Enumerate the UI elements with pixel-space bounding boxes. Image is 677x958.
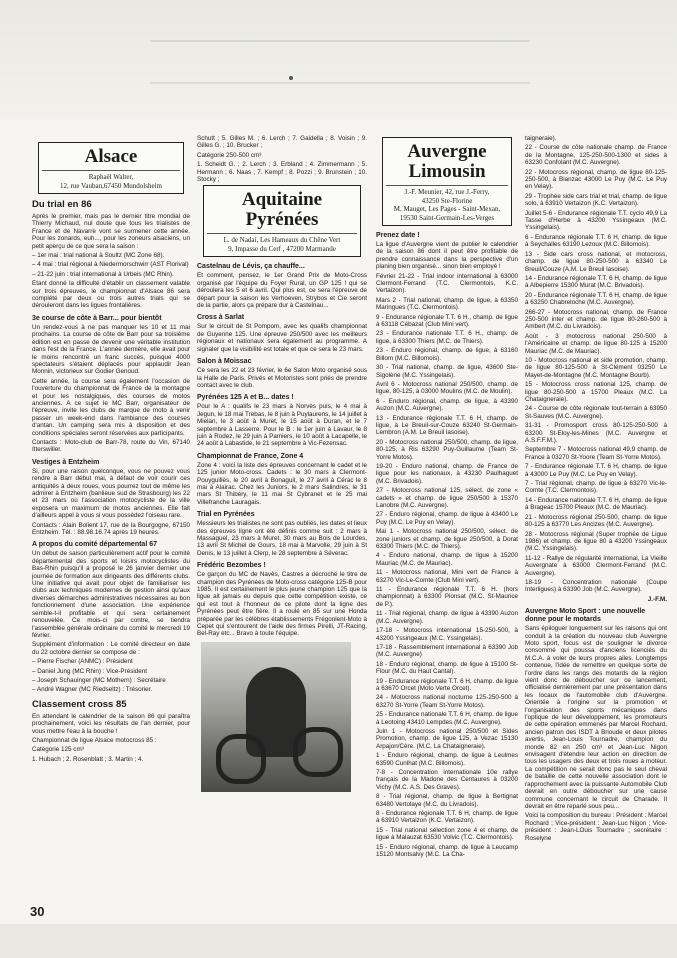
- paragraph: – 4 mai : trial régional à Niedermorschwirr (AST Florival): [32, 261, 189, 269]
- calendar-entry: 13 - Endurance régionale T.T. 6 H, champ. de ligue, à Le Breuil-sur-Couze 63240 St-Germain-Lembron (A.M. Le Breuil lasoise).: [376, 414, 518, 437]
- calendar-entry: 10 - Motocross national et side promotion, champ. de ligue 80-125-500 à St-Clément 03250 Le Mayet-de-Montagne (M.C. Montagne Bourb).: [525, 356, 667, 379]
- calendar-entry: Février 21-22 - Trial indoor international à 63000 Clermont-Ferrand (T.C. Clermontois, K.C. Vertaizon).: [376, 272, 518, 295]
- region-name-aquitaine: [207, 190, 357, 230]
- heading-cross-sarlat: Cross à Sarlat: [197, 314, 245, 322]
- calendar-entry: 9 - Endurance régionale T.T. 6 H., champ. de ligue à 63118 Cébazat (Club Mini vert).: [376, 313, 518, 329]
- calendar-entry: 11 - Trial régional, champ. de ligue à 43390 Auzon (M.C. Auvergne).: [376, 610, 518, 625]
- paragraph: Contacts : Moto-club de Barr-78, route du Vin, 67140 Itterswiller.: [32, 438, 190, 454]
- calendar-entry: Septembre 7 - Motocross national 49,9 champ. de France à 03270 St-Yoore (Team St-Yorre Motos).: [525, 446, 667, 461]
- paragraph: Messieurs les trialistes ne sont pas oubliés, les dates et lieux des épreuves ligne ont été définis comme suit : 2 mars à Massaguel, 23 mars à Muret, 30 mars au Bois de Lourdes, 13 avril St Michel de Gours, 18 mai à Marvolle, 29 juin à St Denis, le 13 juillet à Clerp, le 28 septembre à Séverac.: [197, 520, 367, 557]
- address-line: 9, Impasse du Cerf , 47200 Marmande: [228, 244, 336, 253]
- calendar-entry: 18 - Enduro régional, champ. de ligue à 15100 St-Flour (M.C. du Haut Cantal).: [376, 660, 518, 676]
- calendar-entry: Juin 1 - Motocross national 250/500 et Sides Promotion, champ. de ligue 125, à Vezac 15130 Arpajon/Cère. (M.C. La Chataigneraie).: [376, 727, 518, 750]
- calendar-entry: 11 - Motocross national, Mini vert de France à 63270 Vic-Le-Comte (Club Mini vert).: [376, 569, 518, 584]
- paragraph: Schutt ; 5. Gilles M. ; 6. Lerch ; 7. Gaidella ; 8. Voisin ; 9. Gilles G. ; 10. Brucker ;: [197, 135, 367, 150]
- paragraph: Zone 4 : voici la liste des épreuves concernant le cadet et le 125 junior Moto-cross. Cadets : le 30 mars à Clermont-Pouyguillès, le 20 avril à Bonaguil, le 27 avril à Cérac le 8 mai à Alairac. Chez les Juniors, le 2 mars Salindres, le 31 mars St Thibéry, le 11 mai St Cybranet et le 25 mai Villefranche Lauragais.: [197, 461, 367, 506]
- calendar-entry: 25 - Endurance nationale T.T. 6 H, champ. de ligue à Leotoing 43410 Lempdes (M.C. Auvergne).: [376, 711, 518, 726]
- calendar-entry: 13 - Side cars cross national, et motocross, champ. de ligue 80-250-500 à 63340 Le Breuil/Couze (A.M. Le Breuil lasoise).: [525, 250, 667, 273]
- calendar-entry: 7 - Trial régional, champ. de ligue à 63270 Vic-le-Comte (T.C. Clermontois).: [525, 480, 667, 495]
- paragraph: Championnat de ligue Alsace motocross 85 :: [32, 736, 157, 744]
- calendar-entry: 7 - Endurance régionale T.T. 6 H, champ. de ligue à 43000 Le Puy (M.C. Le Puy en Velay).: [525, 463, 667, 478]
- heading-trial-86: Du trial en 86: [32, 199, 92, 210]
- paragraph: Et comment, pensez, le 1er Grand Prix de Moto-Cross organisé par l'équipe du Foyer Rural, un GP 125 ! qui se déroulera les 5 et 6 avril. Qui plus est, ce sera l'épreuve de départ pour la saison les Verhoeven, Strybos et Cie seront de la partie, alors ça prépare dur à Castelnau...: [197, 272, 367, 310]
- paragraph: Pour le A : qualifs le 23 mars à Norvès puis, le 4 mai à Jegun, le 18 mai Trebas, le 8 juin à Puylaurens, le 14 juillet à Mielan, le 3 août à Muret, le 15 août à Duran, et le 7 septembre à Lasserre. Pour le B : le 1er juin à Lavaur, le 8 juin à Rodez, le 29 juin à Pamiers, le 10 août à Lacapelle, le 24 août à Labastide, le 21 septembre à Vic-Fezensac.: [197, 403, 367, 448]
- region-address-alsace: [42, 170, 180, 190]
- paragraph: Voici la composition du bureau : Président : Marcel Rochard ; Vice-président : Jean-Luc Nigon ; Vice-président : Jean-LOuis Tournadre ; secrétaire : Roselyne: [525, 812, 667, 842]
- heading-pyrenees-125: Pyrénées 125 A et B... dates !: [197, 394, 294, 402]
- paragraph: – André Wagner (MC Riedseltz) : Trésorier.: [32, 686, 153, 694]
- calendar-entry: 23 - Enduro régional, champ. de ligue, à 63160 Billom (M.C. Billomois).: [376, 347, 518, 362]
- paragraph: En attendant le calendrier de la saison 86 qui paraîtra prochainement, voici les résultats de l'an dernier, pour vous mettre l'eau à la bouche !: [32, 712, 190, 735]
- heading-championnat-zone-4: Championnat de France, Zone 4: [197, 452, 304, 460]
- calendar-entry: 266-27 - Motocross national, champ. de France 250-500 inter et champ. de ligue 80-260-500 à Ambert (M.C. du Livradois).: [525, 308, 667, 331]
- region-box-aquitaine: [203, 185, 361, 257]
- calendar-entry: 29 - Trophée side cars trial et trial, champ. de ligue solo, à 63910 Vertaizon (K.C. Vertaizon).: [525, 192, 667, 208]
- address-line: J.-F. Meunier, 42, rue J.-Ferry,: [404, 188, 490, 196]
- paragraph: Après le premier, mais pas le dernier titre mondial de Thierry Michaud, nul doute que tous les trialistes de France et de Navarre vont se surmener cette année. Pour les zonards, euh..., pour les zoneurs alsaciens, un petit aperçu de ce que sera la saison :: [32, 213, 190, 250]
- column-3: [376, 135, 518, 900]
- region-box-alsace: [38, 142, 184, 194]
- calendar-entry: 18-19 - Concentration nationale (Coupe Interligues) à 63390 Job (M.C. Auvergne).: [525, 578, 667, 594]
- calendar-entry: 22 - Motocross régional, champ. de ligue 80-125-250-500, à Bianzac 43000 Le Puy (M.C. Le Puy en Velay).: [525, 168, 667, 191]
- column-4: [525, 135, 667, 900]
- paragraph: Ce garçon du MC de Navès, Castres a décroché le titre de champion des Pyrénées de Moto-cross catégorie 125-B pour 1985. Il est certainement le plus jeune champion 125 que la ligue ait jamais eu depuis que cette compétition existe, ce qui est tout à l'honneur de ce pilote dont la ligne des Pyrénées peut être fière. Il a roulé en 85 sur une Honda préparée par les célèbres établissements Frégonlent-Moto à Cepet qui s'entourent de l'aide des firmes Pirelli, JT-Racing, Bel-Ray etc... Bravo à toute l'équipe.: [197, 571, 367, 638]
- paragraph: – 1er mai : trial national à Soultz (MC Zone 68).: [32, 252, 165, 260]
- rear-wheel: [293, 727, 343, 777]
- calendar-entry: taigneraie).: [525, 135, 557, 142]
- heading-comite-67: A propos du comité départemental 67: [32, 541, 157, 549]
- calendar-entry: 1 - Enduro régional, champ. de ligue à Leulmes 63590 Cunlhat (M.C. Billomois).: [376, 752, 518, 767]
- heading-salon-moissac: Salon à Moissac: [197, 358, 252, 366]
- calendar-entry: 20 - Motocross national 250/500, champ. de ligue, 80-125, à Ris 63290 Puy-Guillaume (Team St-Yorre Motos).: [376, 438, 518, 461]
- calendar-entry: 4 - Enduro national, champ. de ligue à 15200 Mauriac (M.C. de Mauriac).: [376, 552, 518, 567]
- calendar-entry: 8 - Trial régional, champ. de ligue à Bertignat 63480 Vertolaye (M.C. du Livradois).: [376, 793, 518, 808]
- calendar-entry: 15 - Trial national sélection zone 4 et champ. de ligue à Malauzat 63530 Volvic (T.C. Clermontois).: [376, 826, 518, 842]
- calendar-entry: 6 - Endurance régionale T.T. 6 H, champ. de ligue à Seychalles 63190 Lezoux (M.C. Billomois).: [525, 233, 667, 249]
- heading-auvergne-moto-sport: Auvergne Moto Sport : une nouvelle donne pour le motards: [525, 608, 646, 624]
- calendar-entry: 14 - Endurance régionale T.T. 6 H, champ. de ligue à Albepierre 15300 Murat (M.C. Brivadois).: [525, 274, 667, 290]
- calendar-entry: Mai 1 - Motocross national 250/500, sélect. de zone juniors et champ. de ligue 250/500, à Dorat 63300 Thiers (M.C. de Thiers).: [376, 528, 518, 551]
- calendar-entry: 30 - Trial national, champ. de ligue, 43600 Ste-Sigolène (M.C. Yssingelais).: [376, 364, 518, 379]
- paragraph: Ce sera les 22 et 23 février, le 6e Salon Moto organisé sous la Halle de Paris. Privés et Motoristes sont priés de prendre contact avec le club.: [197, 367, 367, 389]
- paragraph: – Daniel Jung (MC Rhin) : Vice-Président: [32, 667, 148, 675]
- address-line: 43250 Ste-Florine: [421, 196, 473, 205]
- calendar-entry: 28 - Motocross régional (Super trophée de Ligue 1986) et champ. de ligue 80 à 43200 Yssingeaux (M.C. Yssingelais).: [525, 530, 667, 553]
- heading-castelnau: Castelnau de Lévis, ça chauffe...: [197, 263, 305, 271]
- calendar-entry: 27 - Enduro régional, champ. de ligue à 43400 Le Puy (M.C. Le Puy en Velay).: [376, 511, 518, 526]
- paragraph: Catégorie 250-500 cm³: [197, 151, 262, 159]
- region-address-aquitaine: [207, 233, 357, 253]
- region-name-line: Auvergne: [407, 141, 487, 162]
- heading-prenez-date: Prenez date !: [376, 232, 420, 239]
- region-address-auvergne: [386, 185, 508, 222]
- paragraph: Catégorie 125 cm³: [32, 746, 84, 754]
- paragraph: – 21-22 juin : trial international à Urbeis (MC Rhin).: [32, 270, 174, 278]
- calendar-entry: 24 - Course de côte régionale tout-terrain à 63950 St-Sauves (M.C. Auvergne).: [525, 405, 667, 420]
- page-number: 30: [30, 904, 45, 919]
- address-line: 19530 Saint-Germain-Les-Verges: [399, 213, 495, 222]
- region-name-line: Pyrénées: [245, 209, 319, 231]
- calendar-entry: 21 - Motocross régional 250-500, champ. de ligue 80-125 à 63770 Les Ancizes (M.C. Auvergne).: [525, 513, 667, 529]
- region-name-alsace: Alsace: [84, 146, 138, 167]
- paragraph: La ligue d'Auvergne vient de publier le calendrier de la saison 86 dont il peut être profitable de prendre connaissance dans la perspective d'un planing bien organisé... sinon bien employé !: [376, 241, 518, 271]
- heading-trial-pyrenees: Trial en Pyrénées: [197, 511, 255, 519]
- calendar-entry: Mars 2 - Trial national, champ. de ligue, à 63350 Maringues (T.C. Clermontois).: [376, 296, 518, 312]
- paragraph: Sur le circuit de St Pompom, avec les qualifs championnat de Guyenne 125. Une épreuve 250/500 avec les meilleurs régionaux et nationaux sera également au programme. A signaler que la visibilité est totale et que ce sera le 23 mars.: [197, 323, 367, 353]
- calendar-entry: Juillet 5-6 - Endurance régionale T.T. cyclo 49,9 La Tasse d'Herbe à 43200 Yssingeaux (M.C. Yssingelais).: [525, 209, 667, 232]
- front-wheel: [216, 734, 266, 784]
- region-name-line: Limousin: [408, 161, 486, 182]
- calendar-entry: 7-8 - Concentration internationale 10e rallye français de la Madone des Centaures à 03200 Vichy (M.C. A.S. Des Graves).: [376, 769, 518, 791]
- calendar-entry: 31-31 - Promosport cross 80-125-250-500 à 63200 St-Eloy-les-Mines (M.C. Auvergne et A.S.F.F.M.).: [525, 422, 667, 445]
- region-name-line: Aquitaine: [241, 189, 323, 211]
- calendar-entry: 19 - Endurance régionale T.T. 6 H, champ. de ligue à 63670 Orcet (Moto Verte Orcet).: [376, 677, 518, 692]
- calendar-entry: 11 - Endurance régionale T.T. 6 H. (hors championnat) à 63300 Pionsat (M.C. St-Maurice de P.).: [376, 586, 518, 608]
- paragraph: – Joseph Schauinger (MC Mothern) : Secrétaire: [32, 676, 166, 684]
- paragraph: Un rendez-vous à ne pas manquer les 10 et 11 mai prochains. La course de côte de Barr pour sa troisième édition est en passe de devenir une véritable institution dans l'est de la France. L'année dernière, elle avait pour le moins rencontré un franc succès, puisque 4000 spectateurs s'étaient déplacés pour applaudir Jean Monnin, victorieux sur Godier Genoud.: [32, 323, 190, 376]
- region-name-auvergne: [386, 142, 508, 182]
- column-2: [197, 135, 367, 900]
- calendar-entry: 15 - Enduro régional, champ. de ligue à Leucamp 15120 Montsalvy (M.C. La Cha-: [376, 843, 518, 859]
- paragraph: Un début de saison particulièrement actif pour le comité départemental des sports et loisirs motocyclistes du Bas-Rhin puisqu'il a proposé le 26 janvier dernier une journée de formation aux dirigeants des différents clubs. Une initiative qui avait pour objet de familiariser les clubs aux techniques modernes de gestion ainsi qu'aux diverses démarches administratives nécessaires au bon fonctionnement d'une association. Une expérience semble-t-il profitable et qui sera certainement renouvelée. Ce mois-ci par contre, se tiendra l'assemblée générale ordinaire du comité le mercredi 19 février.: [32, 550, 190, 639]
- calendar-entry: 15 - Motocross cross national 125, champ. de ligue 80-250-500 à 15700 Pleaux (M.C. La Chataigneraie).: [525, 381, 667, 403]
- decorative-dot: [289, 76, 293, 80]
- column-1: [32, 140, 190, 900]
- calendar-entry: 23 - Endurance nationale T.T. 6 H., champ. de ligue, à 63300 Thiers (M.C. de Thiers).: [376, 330, 518, 345]
- paragraph: Si, pour une raison quelconque, vous ne pouvez vous rendre à Barr début mai, à défaut de voir courir ces antiquités à deux roues, vous pourrez tout de même les admirer à Entzheim (banlieue sud de Strasbourg) les 22 et 23 mars où l'association motocycliste de la ville exposera un maximum de motos anciennes. Elle fait d'ailleurs appel à vous si vous possédez l'oiseau rare.: [32, 467, 190, 520]
- heading-frederic-bezombes: Frédéric Bezombes !: [197, 562, 266, 570]
- address-line: 12, rue Vauban,67450 Mundolsheim: [60, 181, 162, 190]
- heading-classement-cross: Classement cross 85: [32, 698, 127, 710]
- address-line: Raphaël Walter,: [88, 173, 134, 181]
- calendar-entry: 11-12 - Rallye de régularité international, La Vieille Auvergnate à 63000 Clermont-Ferrand (M.C. Auvergne).: [525, 554, 667, 577]
- region-box-auvergne: [382, 137, 512, 226]
- paragraph: Supplément d'information : Le comité directeur en date du 22 octobre dernier se compose de :: [32, 641, 190, 656]
- paragraph: 1. Scheidt G. ; 2. Lerch ; 3. Erbland ; 4. Zimmermann ; 5. Hermann ; 6. Naas ; 7. Kempf ; 8. Pozzi ; 9. Brunstein ; 10. Stocky ;: [197, 161, 367, 184]
- heading-course-cote-barr: 3e course de côte à Barr... pour bientôt: [32, 314, 162, 322]
- paragraph: Cette année, la course sera également l'occasion de l'ouverture du championnat de France de la montagne et pour les nostalgiques, des courses de motos anciennes. A ce sujet le MC Barr, organisateur de l'épreuve, invite les clubs de marque de moto à venir passer un week-end dans l'ambiance des courses d'antan. Un camping sera mis à disposition et des conditions spéciales seront réservées aux participants.: [32, 377, 190, 437]
- address-line: M. Mauget, Les Pages - Saint-Mexan,: [393, 205, 501, 213]
- author-signature: J.-F.M.: [647, 595, 667, 603]
- calendar-entry: Avril 6 - Motocross national 250/500, champ. de ligue, 80-125, à 03000 Moulins (M.C. de Moulin).: [376, 380, 518, 396]
- calendar-entry: 14 - Endurance nationale T.T. 6 H, champ. de ligue à Brageac 15700 Pleaux (M.C. de Mauriac).: [525, 496, 667, 512]
- paragraph: – Pierre Fischer (ANMC) : Président: [32, 658, 133, 666]
- paragraph: 1. Hubach ; 2. Rosenblatt ; 3. Martin ; 4.: [32, 755, 144, 763]
- paragraph: Etant donné la difficulté d'établir un classement valable sur trois épreuves, le championnat d'Alsace 86 sera complété par deux ou trois autres trials qui se dérouleront dans les ligues frontalières.: [32, 280, 190, 310]
- calendar-entry: 22 - Course de côte nationale champ. de France de la Montagne, 125-250-500-1300 et sides à 63230 Confolant (M.C. Auvergne).: [525, 144, 667, 167]
- calendar-entry: 17-18 - Motocross international 15-250-500, à 43200 Yssingeaux (M.C. Yssingelais).: [376, 627, 518, 642]
- calendar-entry: 17-18 - Rassemblement international à 63390 Job (M.C. Auvergne): [376, 643, 518, 659]
- motocross-photo: [201, 642, 351, 792]
- calendar-entry: 24 - Motocross national nocturne 125-250-500 à 63270 St-Yorre (Team St-Yorre Motos).: [376, 694, 518, 709]
- calendar-entry: 20 - Endurance régionale T.T. 6 H, champ. de ligue à 63250 Chabreloche (M.C. Auvergne).: [525, 291, 667, 307]
- paragraph: Contacts : Alain Bolient 17, rue de la Bourgogne, 67150 Entzheim. Tél. : 88.98.16.74 après 19 heures.: [32, 521, 190, 537]
- header-image-band: [0, 0, 677, 120]
- paragraph: Sans épiloguer longuement sur les raisons qui ont conduit à la création du nouveau club Auvergne Moto sport, focus est de souligner le divorce consommé qui poussa d'anciens licenciés du M.C.A. à voler de leurs propres ailes. Longtemps contenue, l'idée de remettre en quelque sorte de l'ordre dans les rangs des motards de la région vient donc de déboucher sur ce lancement, officialisé dernièrement par une présentation dans les locaux de l'automobile club d'Auvergne. Orientée à l'origine sur la promotion et l'organisation des sports mécaniques dans l'optique de leur développement, les promoteurs de cette opération emmenés par Marcel Rochard, ancien patron des ISDT à Brioude et deux pilotes avertis, Jean-Louis Tournadre, champion du monde 82 en 250 cm³ et Jean-Luc Nigon envisagent d'étendre leur action en direction de tous les usagers des deux et trois roues à moteur. La compétition ne serait donc pas le seul cheval de bataille de cette nouvelle association dont le rapprochement avec la puissante Automobile Club devrait en outre déboucher sur une cause commune concernant le circuit de Charade. Il devrait en être reparlé sous peu...: [525, 625, 667, 810]
- calendar-entry: 8 - Endurance régionale T.T. 6 H, champ. de ligue à 63910 Vertaizon (K.C. Vertaizon).: [376, 810, 518, 825]
- address-line: L. de Nadai, Les Hameaux du Chêne Vert: [223, 236, 341, 245]
- calendar-entry: 27 - Motocross national 125, sélect. de zone « cadets » et champ. de ligue 250/500 à 15370 Lanobre (M.C. Auvergne).: [376, 487, 518, 509]
- bottom-margin: [0, 924, 677, 958]
- calendar-entry: 19-20 - Enduro national, champ. de France de ligue pour les nationaux, à 43230 Paulhaguet (M.C. Brivadois).: [376, 462, 518, 485]
- faded-title-graphic: [150, 40, 530, 84]
- heading-vestiges-entzheim: Vestiges à Entzheim: [32, 458, 100, 466]
- calendar-entry: Août - 3 motocross national 250-500 à l'Américaine et champ. de ligue 80-125 à 15200 Mauriac (M.C. de Mauriac).: [525, 332, 667, 355]
- calendar-entry: 6 - Enduro régional, champ. de ligue, à 43390 Auzon (M.C. Auvergne).: [376, 397, 518, 413]
